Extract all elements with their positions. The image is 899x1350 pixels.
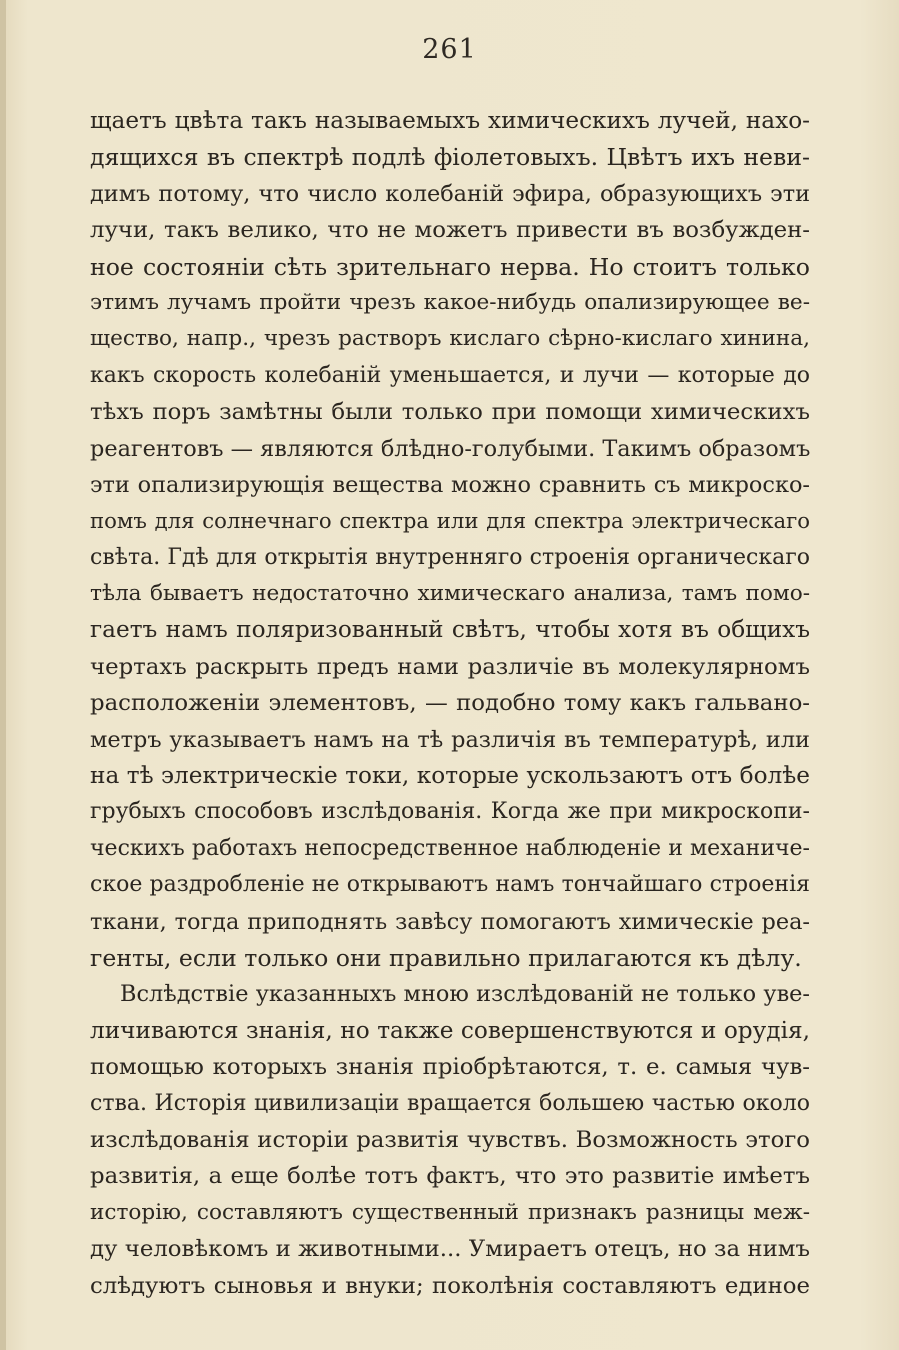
text-line: димъ потому, что число колебаній эфира, образующихъ эти — [90, 180, 810, 207]
text-line: грубыхъ способовъ изслѣдованія. Когда же при микроскопи- — [90, 799, 810, 825]
text-line: ства. Исторія цивилизаціи вращается большею частью около — [90, 1090, 810, 1116]
text-line: ное состояніи сѣть зрительнаго нерва. Но стоитъ только — [90, 252, 810, 281]
text-line: исторію, составляютъ существенный признакъ разницы меж- — [90, 1199, 810, 1225]
text-line: расположеніи элементовъ, — подобно тому какъ гальвано- — [90, 690, 810, 717]
text-line: ткани, тогда приподнять завѣсу помогаютъ химическіе реа- — [90, 908, 810, 935]
text-line: ду человѣкомъ и животными... Умираетъ отецъ, но за нимъ — [90, 1236, 810, 1263]
text-line: Вслѣдствіе указанныхъ мною изслѣдованій не только уве- — [120, 981, 810, 1008]
text-line: тѣла бываетъ недостаточно химическаго анализа, тамъ помо- — [90, 581, 810, 607]
text-line: развитія, а еще болѣе тотъ фактъ, что это развитіе имѣетъ — [90, 1163, 810, 1190]
text-line: свѣта. Гдѣ для открытія внутренняго строенія органическаго — [90, 544, 810, 570]
text-line: ческихъ работахъ непосредственное наблюденіе и механиче- — [90, 835, 810, 861]
text-line: личиваются знанія, но также совершенствуются и орудія, — [90, 1016, 810, 1044]
text-line: щаетъ цвѣта такъ называемыхъ химическихъ лучей, нахо- — [90, 107, 810, 134]
text-line: эти опализирующія вещества можно сравнить съ микроско- — [90, 471, 810, 498]
text-line: этимъ лучамъ пройти чрезъ какое-нибудь опализирующее ве- — [90, 289, 810, 315]
text-line: помощью которыхъ знанія пріобрѣтаются, т. е. самыя чув- — [90, 1054, 810, 1081]
text-line: гаетъ намъ поляризованный свѣтъ, чтобы хотя въ общихъ — [90, 616, 810, 644]
text-line: чертахъ раскрыть предъ нами различіе въ молекулярномъ — [90, 653, 810, 680]
text-line: какъ скорость колебаній уменьшается, и лучи — которые до — [90, 362, 810, 388]
text-line: дящихся въ спектрѣ подлѣ фіолетовыхъ. Цвѣтъ ихъ неви- — [90, 143, 810, 172]
text-line: помъ для солнечнаго спектра или для спектра электрическаго — [90, 508, 810, 534]
body-text — [90, 103, 810, 1304]
text-line: слѣдуютъ сыновья и внуки; поколѣнія составляютъ единое — [90, 1272, 810, 1299]
text-line: ское раздробленіе не открываютъ намъ тончайшаго строенія — [90, 872, 810, 898]
text-line: тѣхъ поръ замѣтны были только при помощи химическихъ — [90, 399, 810, 426]
text-line: реагентовъ — являются блѣдно-голубыми. Такимъ образомъ — [90, 435, 810, 462]
text-line: на тѣ электрическіе токи, которые ускользаютъ отъ болѣе — [90, 762, 810, 790]
text-line: генты, если только они правильно прилагаются къ дѣлу. — [90, 943, 802, 972]
page-number: 261 — [422, 34, 477, 65]
text-line: щество, напр., чрезъ растворъ кислаго сѣрно-кислаго хинина, — [90, 326, 810, 352]
text-line: метръ указываетъ намъ на тѣ различія въ температурѣ, или — [90, 726, 810, 753]
text-line: лучи, такъ велико, что не можетъ привести въ возбужден- — [90, 217, 810, 244]
text-line: изслѣдованія исторіи развитія чувствъ. Возможность этого — [90, 1126, 810, 1153]
page-edge — [0, 0, 6, 1350]
